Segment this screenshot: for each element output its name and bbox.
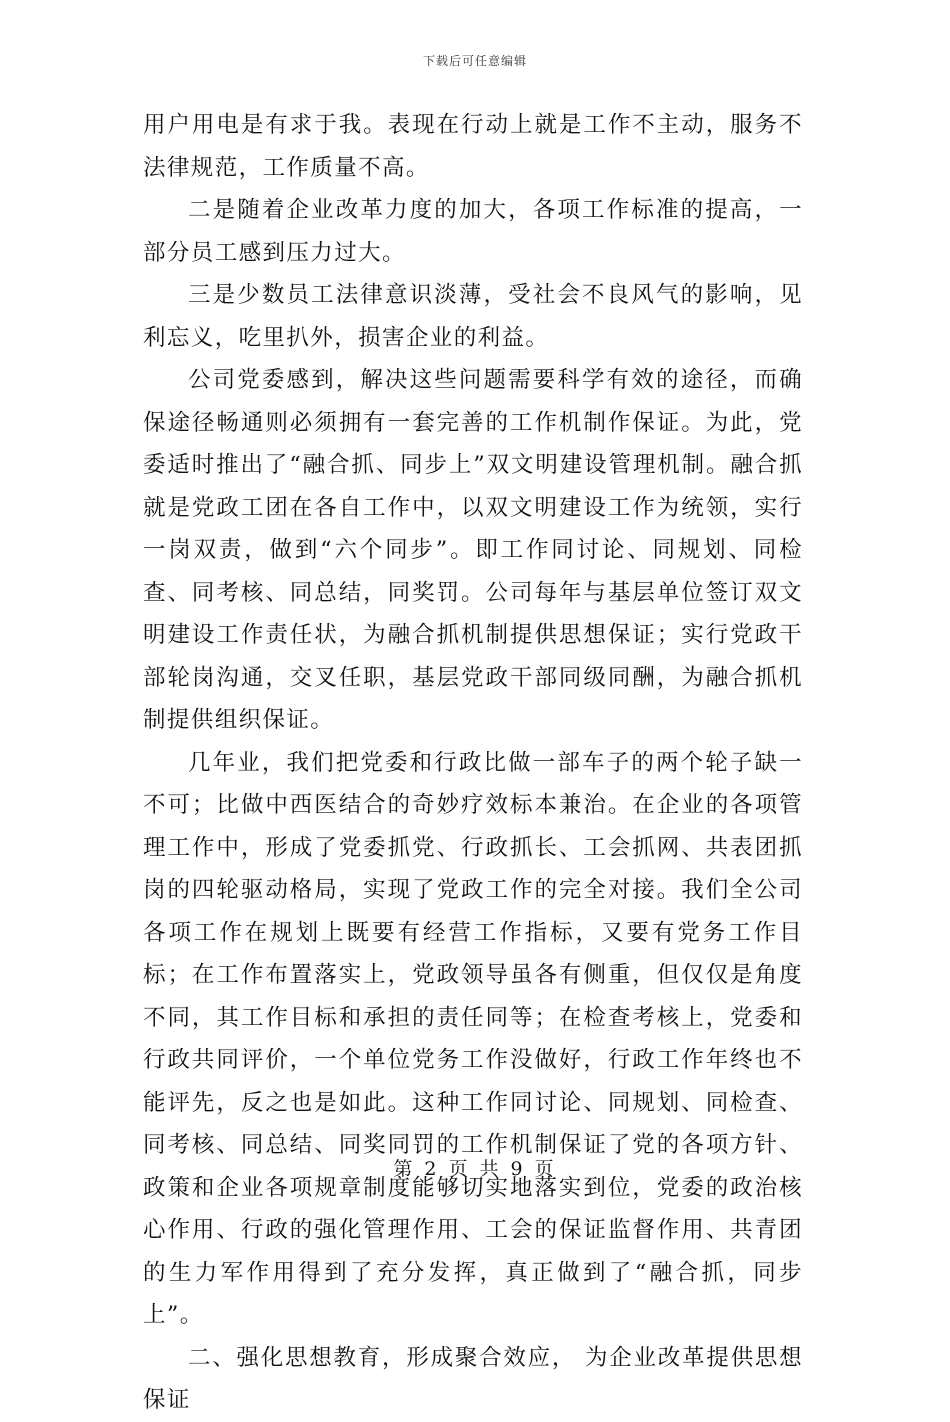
section-heading: 二、强化思想教育，形成聚合效应， 为企业改革提供思想保证 <box>143 1344 803 1413</box>
paragraph: 二是随着企业改革力度的加大，各项工作标准的提高，一部分员工感到压力过大。 <box>143 197 803 266</box>
page-header-note: 下载后可任意编辑 <box>422 54 527 68</box>
paragraph: 公司党委感到，解决这些问题需要科学有效的途径，而确保途径畅通则必须拥有一套完善的工作机制作保证。为此，党委适时推出了“融合抓、同步上”双文明建设管理机制。融合抓就是党政工团在各自工作中，以双文明建设工作为统领，实行一岗双责，做到“六个同步”。即工作同讨论、同规划、同检查、同考核、同总结，同奖罚。公司每年与基层单位签订双文明建设工作责任状，为融合抓机制提供思想保证；实行党政干部轮岗沟通，交叉任职，基层党政干部同级同酬，为融合抓机制提供组织保证。 <box>143 367 803 733</box>
paragraph: 用户用电是有求于我。表现在行动上就是工作不主动，服务不法律规范，工作质量不高。 <box>143 112 803 181</box>
page-number: 第 2 页 共 9 页 <box>393 1158 557 1180</box>
paragraph: 几年业，我们把党委和行政比做一部车子的两个轮子缺一不可；比做中西医结合的奇妙疗效标本兼治。在企业的各项管理工作中，形成了党委抓党、行政抓长、工会抓网、共表团抓岗的四轮驱动格局，实现了党政工作的完全对接。我们全公司各项工作在规划上既要有经营工作指标，又要有党务工作目标；在工作布置落实上，党政领导虽各有侧重，但仅仅是角度不同，其工作目标和承担的责任同等；在检查考核上，党委和行政共同评价，一个单位党务工作没做好，行政工作年终也不能评先，反之也是如此。这种工作同讨论、同规划、同检查、同考核、同总结、同奖同罚的工作机制保证了党的各项方针、政策和企业各项规章制度能够切实地落实到位，党委的政治核心作用、行政的强化管理作用、工会的保证监督作用、共青团的生力军作用得到了充分发挥，真正做到了“融合抓，同步上”。 <box>143 749 803 1328</box>
document-body <box>143 104 803 1422</box>
paragraph: 三是少数员工法律意识淡薄，受社会不良风气的影响，见利忘义，吃里扒外，损害企业的利益。 <box>143 282 803 351</box>
